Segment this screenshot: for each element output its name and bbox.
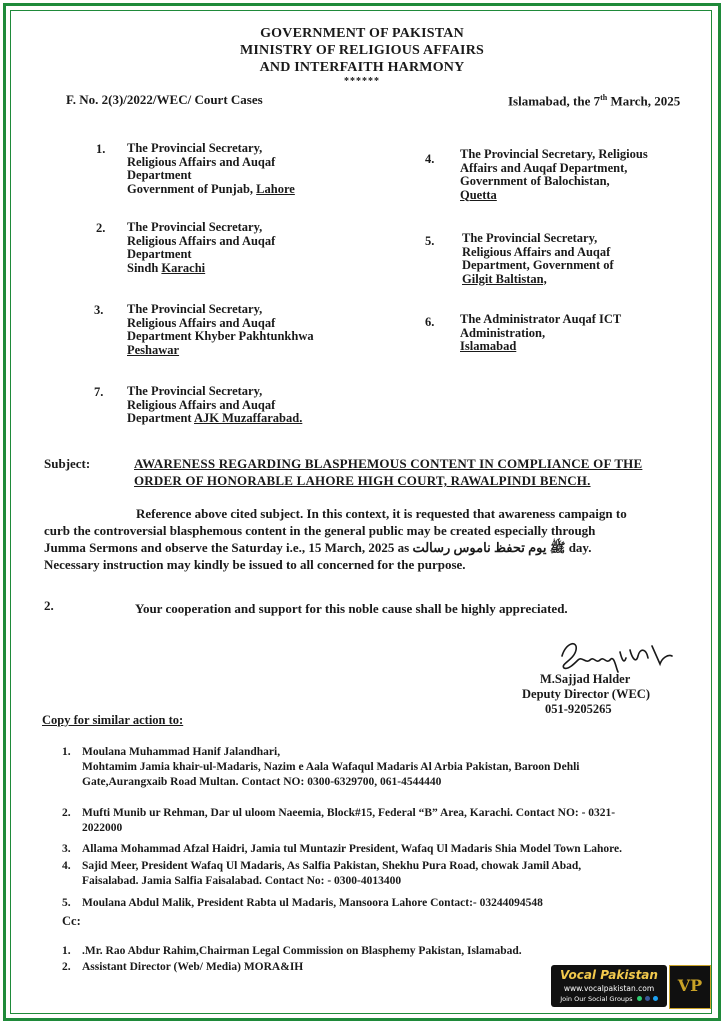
copy-number: 2. (62, 807, 71, 819)
cc-item-rao-abdur-rahim: .Mr. Rao Abdur Rahim,Chairman Legal Commission on Blasphemy Pakistan, Islamabad. (82, 945, 522, 957)
subject-line-2: ORDER OF HONORABLE LAHORE HIGH COURT, RAWALPINDI BENCH. (134, 473, 591, 488)
addressee-ajk: The Provincial Secretary, Religious Affairs and Auqaf Department AJK Muzaffarabad. (127, 384, 303, 425)
cc-item-assistant-director: Assistant Director (Web/ Media) MORA&IH (82, 961, 304, 973)
header-harmony: AND INTERFAITH HARMONY (259, 60, 465, 75)
copy-item-sajid-meer: Sajid Meer, President Wafaq Ul Madaris, As Salfia Pakistan, Shekhu Pura Road, chowak Jamil Abad, Faisalabad. Jamia Salfia Faisalabad. Contact No: - 0300-4013400 (82, 860, 582, 887)
copy-heading: Copy for similar action to: (42, 713, 184, 727)
addressee-number: 7. (94, 385, 104, 399)
addressee-gilgit: The Provincial Secretary, Religious Affairs and Auqaf Department, Government of Gilgit Baltistan, (462, 231, 614, 286)
addressee-number: 3. (94, 303, 104, 317)
addressee-number: 5. (425, 234, 435, 248)
paragraph-2-number: 2. (44, 598, 54, 613)
addressee-punjab: The Provincial Secretary, Religious Affairs and Auqaf Department Government of Punjab, Lahore (127, 141, 295, 196)
header-ministry: MINISTRY OF RELIGIOUS AFFAIRS (240, 43, 484, 58)
cc-heading: Cc: (62, 914, 81, 928)
copy-item-afzal-haidri: Allama Mohammad Afzal Haidri, Jamia tul Muntazir President, Wafaq Ul Madaris Shia Model Town Lahore. (82, 843, 622, 855)
cc-number: 1. (62, 945, 71, 957)
copy-number: 5. (62, 897, 71, 909)
addressee-number: 2. (96, 221, 106, 235)
watermark-social: Join Our Social Groups (556, 995, 662, 1003)
copy-number: 1. (62, 746, 71, 758)
addressee-number: 4. (425, 152, 435, 166)
addressee-sindh: The Provincial Secretary, Religious Affairs and Auqaf Department Sindh Karachi (127, 220, 276, 275)
addressee-ict: The Administrator Auqaf ICT Administration, Islamabad (460, 312, 622, 353)
addressee-number: 1. (96, 142, 106, 156)
addressee-kpk: The Provincial Secretary, Religious Affairs and Auqaf Department Khyber Pakhtunkhwa Peshawar (127, 302, 314, 357)
copy-item-abdul-malik: Moulana Abdul Malik, President Rabta ul Madaris, Mansoora Lahore Contact:- 03244094548 (82, 897, 543, 909)
copy-item-hanif-jalandhari: Moulana Muhammad Hanif Jalandhari, Mohtamim Jamia khair-ul-Madaris, Nazim e Aala Wafaqul Madaris Al Arbia Pakistan, Baroon Dehli Gate,Aurangxaib Road Multan. Contact NO: 0300-6329700, 061-4544440 (82, 746, 580, 788)
social-icon (645, 996, 650, 1001)
signatory-name: M.Sajjad Halder (540, 672, 631, 686)
addressee-number: 6. (425, 315, 435, 329)
social-icon (637, 996, 642, 1001)
subject-label: Subject: (44, 456, 91, 471)
header-government: GOVERNMENT OF PAKISTAN (260, 26, 464, 41)
signatory-phone: 051-9205265 (545, 702, 612, 716)
watermark-url: www.vocalpakistan.com (563, 984, 655, 993)
vocal-pakistan-logo (669, 965, 711, 1009)
subject-line-1: AWARENESS REGARDING BLASPHEMOUS CONTENT IN COMPLIANCE OF THE (134, 456, 643, 471)
copy-number: 4. (62, 860, 71, 872)
file-number: F. No. 2(3)/2022/WEC/ Court Cases (66, 92, 263, 107)
addressee-balochistan: The Provincial Secretary, Religious Affairs and Auqaf Department, Government of Balochistan, Quetta (460, 147, 648, 202)
copy-number: 3. (62, 843, 71, 855)
signatory-designation: Deputy Director (WEC) (522, 687, 650, 701)
cc-number: 2. (62, 961, 71, 973)
watermark-title: Vocal Pakistan (560, 968, 658, 982)
social-icon (653, 996, 658, 1001)
header-stars: ****** (344, 76, 380, 87)
logo-text: VP (677, 976, 703, 995)
place-date: Islamabad, the 7th March, 2025 (508, 93, 681, 109)
copy-item-munib-ur-rehman: Mufti Munib ur Rehman, Dar ul uloom Naeemia, Block#15, Federal “B” Area, Karachi. Contact NO: - 0321- 2022000 (82, 807, 616, 834)
signature (556, 634, 674, 676)
paragraph-2-text: Your cooperation and support for this noble cause shall be highly appreciated. (135, 601, 568, 616)
paragraph-reference: Reference above cited subject. In this context, it is requested that awareness campaign to curb the controversial blasphemous content in the general public may be created especially through Jumma Sermons and observe the Saturday i.e., 15 March, 2025 as ﷺ یوم تحفظ ناموس رسالت day. Necessary instruction may kindly be issued to all concerned for the purpose. (44, 506, 627, 572)
